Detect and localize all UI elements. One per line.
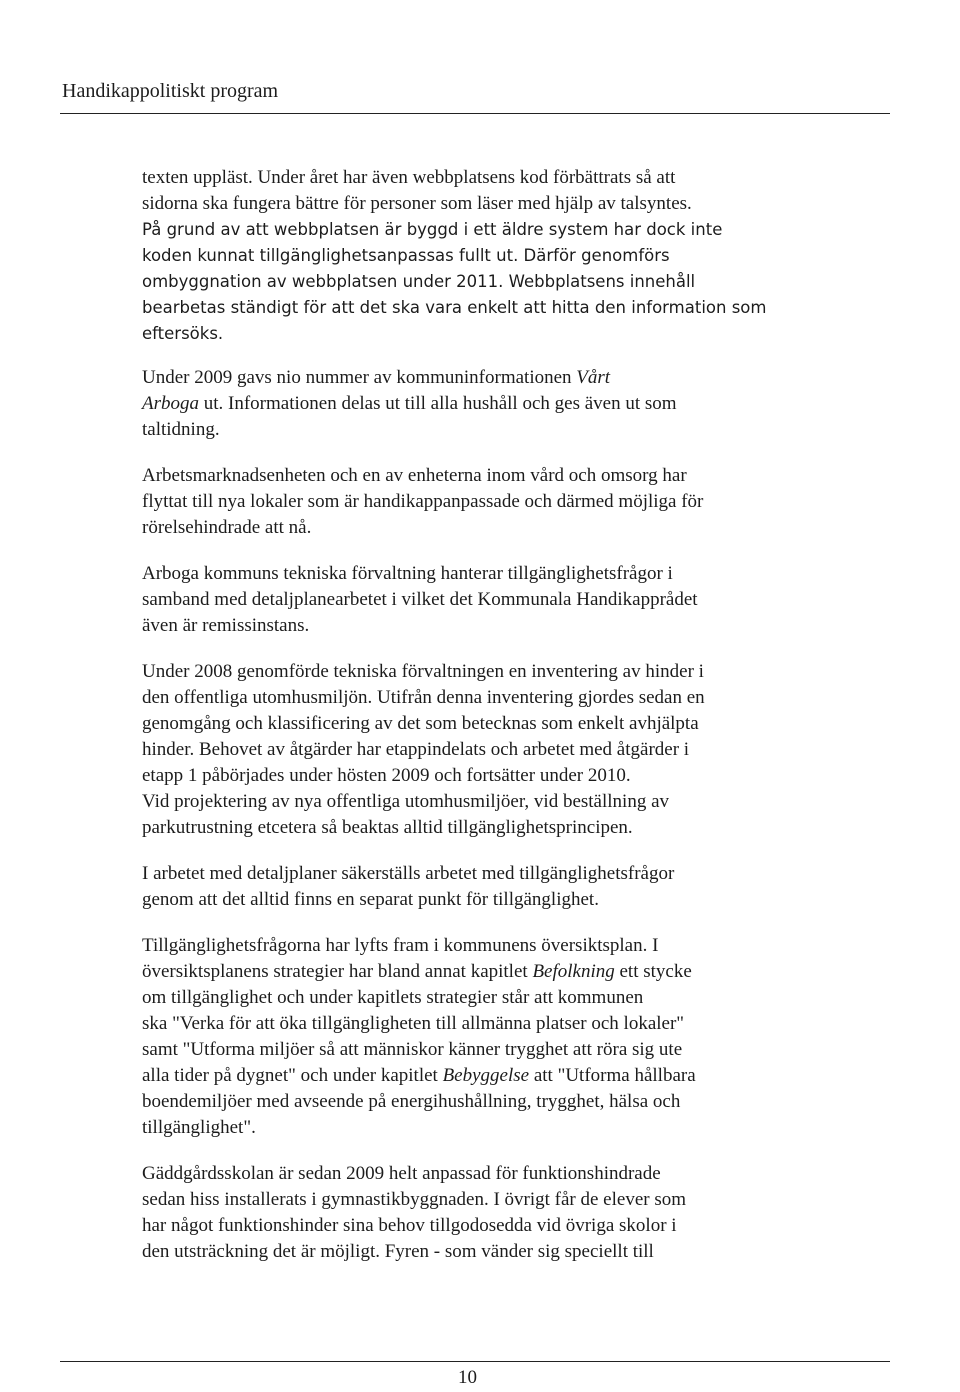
text-line: [142, 959, 902, 985]
paragraph-website: [142, 165, 902, 347]
page-number: 10: [458, 1367, 477, 1388]
document-body: [142, 165, 902, 1285]
text-line: genom att det alltid finns en separat punkt för tillgänglighet.: [142, 889, 599, 910]
text-line: sidorna ska fungera bättre för personer som läser med hjälp av talsyntes.: [142, 193, 692, 214]
paragraph-detaljplaner: [142, 861, 902, 913]
text-line: Tillgänglighetsfrågorna har lyfts fram i kommunens översiktsplan. I: [142, 935, 659, 956]
chapter-title: Befolkning: [532, 961, 615, 982]
text-line: texten uppläst. Under året har även webbplatsens kod förbättrats så att: [142, 167, 676, 188]
page-header-title: Handikappolitiskt program: [62, 80, 279, 102]
paragraph-arbetsmarknad: [142, 463, 902, 541]
paragraph-vart-arboga: [142, 365, 902, 443]
text-line: sedan hiss installerats i gymnastikbyggnaden. I övrigt får de elever som: [142, 1189, 687, 1210]
text-line: boendemiljöer med avseende på energihushållning, trygghet, hälsa och: [142, 1091, 681, 1112]
text-line: koden kunnat tillgänglighetsanpassas fullt ut. Därför genomförs: [142, 246, 670, 265]
text-line: rörelsehindrade att nå.: [142, 517, 312, 538]
text-line: även är remissinstans.: [142, 615, 310, 636]
text-line: har något funktionshinder sina behov tillgodosedda vid övriga skolor i: [142, 1215, 677, 1236]
text-line: ombyggnation av webbplatsen under 2011. Webbplatsens innehåll: [142, 272, 696, 291]
text-line: Arbetsmarknadsenheten och en av enheterna inom vård och omsorg har: [142, 465, 687, 486]
text-line: eftersöks.: [142, 324, 224, 343]
paragraph-teknisk-forvaltning: [142, 561, 902, 639]
footer-rule: [60, 1361, 890, 1362]
text-line: ska "Verka för att öka tillgängligheten till allmänna platser och lokaler": [142, 1013, 685, 1034]
text-line: [142, 1063, 902, 1089]
text-line: bearbetas ständigt för att det ska vara enkelt att hitta den information som: [142, 298, 767, 317]
text-line: den offentliga utomhusmiljön. Utifrån denna inventering gjordes sedan en: [142, 687, 705, 708]
text-line: Gäddgårdsskolan är sedan 2009 helt anpassad för funktionshindrade: [142, 1163, 661, 1184]
text-line: [142, 391, 902, 417]
text-line: samt "Utforma miljöer så att människor känner trygghet att röra sig ute: [142, 1039, 683, 1060]
text-line: genomgång och klassificering av det som betecknas som enkelt avhjälpta: [142, 713, 699, 734]
text-segment: Under 2009 gavs nio nummer av kommuninformationen: [142, 367, 577, 388]
paragraph-gaddgardsskolan: [142, 1161, 902, 1265]
text-line: samband med detaljplanearbetet i vilket det Kommunala Handikapprådet: [142, 589, 698, 610]
publication-title-part: Vårt: [576, 367, 611, 388]
text-segment: ut. Informationen delas ut till alla hushåll och ges även ut som: [199, 393, 677, 414]
text-segment: ett stycke: [614, 961, 692, 982]
text-line: På grund av att webbplatsen är byggd i ett äldre system har dock inte: [142, 220, 723, 239]
text-line: Arboga kommuns tekniska förvaltning hanterar tillgänglighetsfrågor i: [142, 563, 673, 584]
text-line: I arbetet med detaljplaner säkerställs arbetet med tillgänglighetsfrågor: [142, 863, 675, 884]
text-line: Vid projektering av nya offentliga utomhusmiljöer, vid beställning av: [142, 791, 669, 812]
text-line: flyttat till nya lokaler som är handikappanpassade och därmed möjliga för: [142, 491, 704, 512]
text-line: Under 2008 genomförde tekniska förvaltningen en inventering av hinder i: [142, 661, 704, 682]
paragraph-inventering: [142, 659, 902, 841]
text-line: tillgänglighet".: [142, 1117, 256, 1138]
text-segment: att "Utforma hållbara: [529, 1065, 696, 1086]
publication-title-part: Arboga: [142, 393, 199, 414]
text-line: taltidning.: [142, 419, 220, 440]
text-line: den utsträckning det är möjligt. Fyren - som vänder sig speciellt till: [142, 1241, 654, 1262]
chapter-title: Bebyggelse: [442, 1065, 530, 1086]
text-line: parkutrustning etcetera så beaktas alltid tillgänglighetsprincipen.: [142, 817, 633, 838]
paragraph-oversiktsplan: [142, 933, 902, 1141]
text-segment: alla tider på dygnet" och under kapitlet: [142, 1065, 443, 1086]
text-line: [142, 365, 902, 391]
text-line: etapp 1 påbörjades under hösten 2009 och fortsätter under 2010.: [142, 765, 631, 786]
text-line: om tillgänglighet och under kapitlets strategier står att kommunen: [142, 987, 644, 1008]
text-segment: översiktsplanens strategier har bland annat kapitlet: [142, 961, 533, 982]
text-line: hinder. Behovet av åtgärder har etappindelats och arbetet med åtgärder i: [142, 739, 690, 760]
header-rule: [60, 113, 890, 114]
